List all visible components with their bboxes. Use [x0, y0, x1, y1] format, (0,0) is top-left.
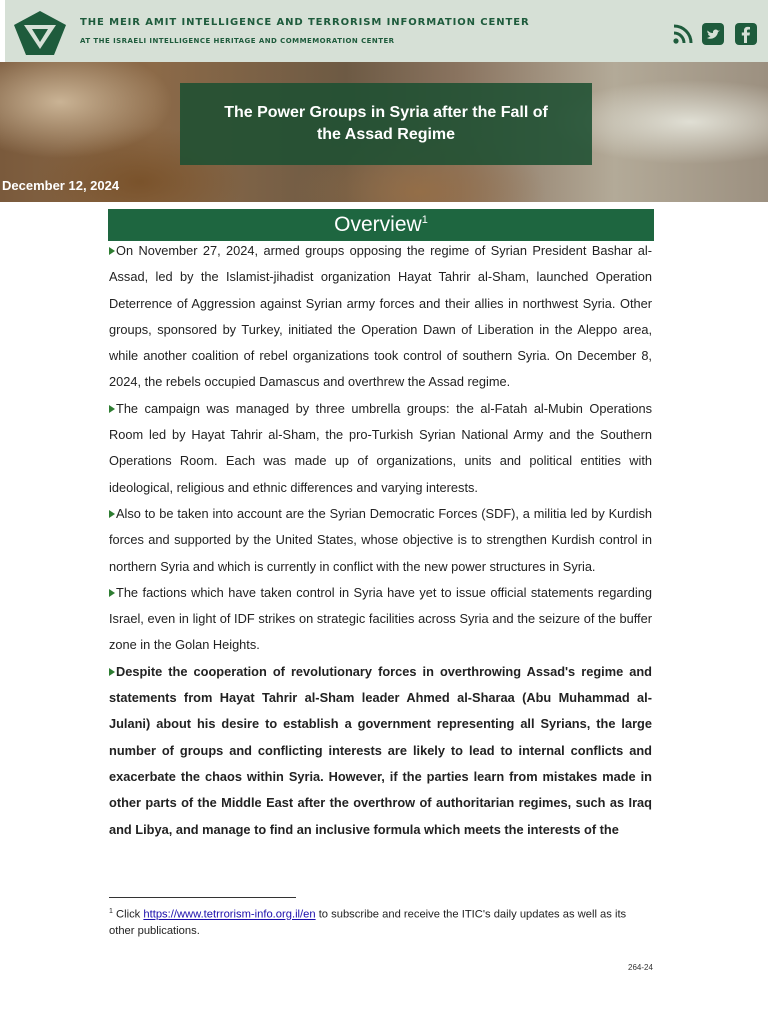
title-box	[180, 83, 592, 165]
bullet-arrow-icon	[109, 668, 115, 676]
footnote-marker: 1	[109, 908, 113, 915]
org-subtitle: AT THE ISRAELI INTELLIGENCE HERITAGE AND COMMEMORATION CENTER	[80, 37, 395, 45]
subscribe-link[interactable]: https://www.tetrrorism-info.org.il/en	[143, 908, 316, 921]
rss-icon[interactable]	[672, 23, 694, 45]
bullet-arrow-icon	[109, 589, 115, 597]
facebook-icon[interactable]	[735, 23, 757, 45]
footnote-text-before: Click	[112, 908, 144, 921]
bullet-arrow-icon	[109, 510, 115, 518]
section-heading-text: Overview	[334, 213, 422, 236]
report-title: The Power Groups in Syria after the Fall of the Assad Regime	[224, 104, 548, 143]
bullet-arrow-icon	[109, 405, 115, 413]
org-name: THE MEIR AMIT INTELLIGENCE AND TERRORISM INFORMATION CENTER	[80, 17, 530, 28]
paragraph-text: The factions which have taken control in Syria have yet to issue official statements regarding Israel, even in light of IDF strikes on strategic facilities across Syria and the seizure of the buffer zone in the Golan Heights.	[109, 584, 652, 653]
paragraph	[109, 580, 652, 659]
paragraph-text: The campaign was managed by three umbrella groups: the al-Fatah al-Mubin Operations Room led by Hayat Tahrir al-Sham, the pro-Turkish Syrian National Army and the Southern Operations Room. Each was made up of organizations, units and political entities with ideological, religious and ethnic differences and varying interests.	[109, 400, 652, 495]
twitter-icon[interactable]	[702, 23, 724, 45]
site-header	[5, 0, 768, 62]
footnote	[109, 904, 654, 939]
document-number: 264-24	[628, 963, 653, 972]
paragraph-bold	[109, 659, 652, 843]
paragraph-text: Also to be taken into account are the Syrian Democratic Forces (SDF), a militia led by Kurdish forces and supported by the United States, whose objective is to strengthen Kurdish control in northern Syria and which is currently in conflict with the new power structures in Syria.	[109, 505, 652, 574]
paragraph-text: Despite the cooperation of revolutionary forces in overthrowing Assad's regime and statements from Hayat Tahrir al-Sham leader Ahmed al-Sharaa (Abu Muhammad al-Julani) about his desire to establish a government representing all Syrians, the large number of groups and conflicting interests are likely to lead to internal conflicts and exacerbate the chaos within Syria. However, if the parties learn from mistakes made in other parts of the Middle East after the overthrow of authoritarian regimes, such as Iraq and Libya, and manage to find an inclusive formula which meets the interests of the	[109, 663, 652, 837]
paragraph-text: On November 27, 2024, armed groups opposing the regime of Syrian President Bashar al-Assad, led by the Islamist-jihadist organization Hayat Tahrir al-Sham, launched Operation Deterrence of Aggression against Syrian army forces and their allies in northwest Syria. Other groups, sponsored by Turkey, initiated the Operation Dawn of Liberation in the Aleppo area, while another coalition of rebel organizations took control of southern Syria. On December 8, 2024, the rebels occupied Damascus and overthrew the Assad regime.	[109, 243, 652, 390]
section-heading	[108, 209, 654, 241]
title-banner	[0, 62, 768, 202]
footnote-text-after: to subscribe and receive the ITIC's daily updates as well as its other publications.	[109, 908, 627, 937]
footnote-ref[interactable]: 1	[421, 214, 428, 226]
itic-logo-icon	[12, 9, 68, 57]
paragraph	[109, 396, 652, 501]
paragraph	[109, 238, 652, 396]
paragraph	[109, 501, 652, 580]
body-text	[109, 238, 652, 843]
bullet-arrow-icon	[109, 247, 115, 255]
publication-date: December 12, 2024	[2, 178, 120, 193]
footnote-divider	[109, 897, 296, 898]
